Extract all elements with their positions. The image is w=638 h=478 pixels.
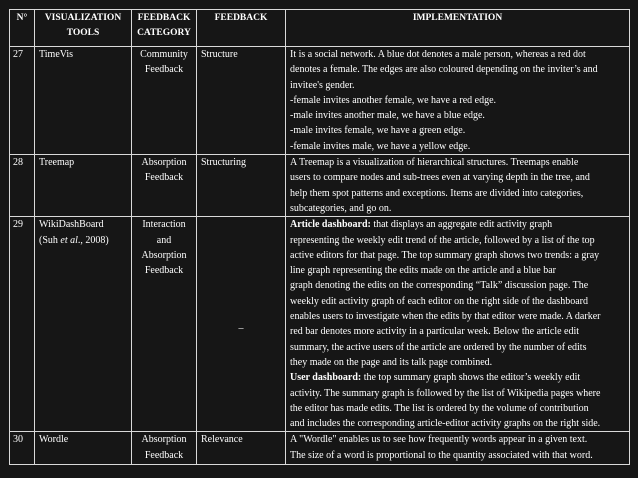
implementation-line: A "Wordle" enables us to see how frequently words appear in a given text. xyxy=(290,434,588,446)
header-category-line: CATEGORY xyxy=(137,28,191,38)
feedback-category xyxy=(132,432,197,465)
row-number: 30 xyxy=(10,432,35,465)
implementation-line: representing the weekly edit trend of the article, followed by a list of the top xyxy=(290,234,595,246)
header-feedback: FEEDBACK xyxy=(197,10,286,47)
user-dashboard-label: User dashboard: xyxy=(290,372,362,384)
implementation-line: active editors for that page. The top summary graph shows two trends: a gray xyxy=(290,249,600,261)
implementation-line: the editor has made edits. The list is ordered by the volume of contribution xyxy=(290,402,589,414)
implementation-line: weekly edit activity graph of each editor on the right side of the dashboard xyxy=(290,295,588,307)
implementation-line: users to compare nodes and sub-trees even at varying depth in the tree, and xyxy=(290,172,590,184)
visualization-tools-table xyxy=(9,9,630,465)
citation-post: ., 2008) xyxy=(77,234,109,246)
implementation-line: enables users to investigate when the edits by that editor were made. A darker xyxy=(290,311,601,323)
implementation-line xyxy=(290,370,625,385)
implementation-text xyxy=(286,217,630,432)
implementation-line: help them spot patterns and exceptions. Items are divided into categories, xyxy=(290,187,584,199)
implementation-line: denotes a female. The edges are also coloured depending on the inviter’s and xyxy=(290,64,598,76)
implementation-line: -male invites female, we have a green edge. xyxy=(290,125,466,137)
implementation-line: graph denoting the edits on the corresponding “Talk” discussion page. The xyxy=(290,280,589,292)
category-line: Absorption xyxy=(141,434,187,446)
implementation-line: line graph representing the edits made on the article and a blue bar xyxy=(290,265,557,277)
implementation-text xyxy=(286,155,630,217)
tool-name-cell xyxy=(35,217,132,432)
category-line: Absorption xyxy=(141,157,187,169)
implementation-line: invitee's gender. xyxy=(290,79,355,91)
feedback-type: Relevance xyxy=(197,432,286,465)
header-row xyxy=(10,10,630,47)
article-dashboard-text: that displays an aggregate edit activity graph xyxy=(370,219,553,231)
implementation-line xyxy=(290,217,625,232)
header-visualization-tools xyxy=(35,10,132,47)
feedback-type: _ xyxy=(197,217,286,432)
header-tools-line: VISUALIZATION xyxy=(44,13,122,23)
feedback-type: Structure xyxy=(197,47,286,155)
category-line: Feedback xyxy=(144,172,184,184)
implementation-line: -female invites male, we have a yellow edge. xyxy=(290,140,471,152)
tool-name: Treemap xyxy=(35,155,132,217)
category-line: and xyxy=(156,234,172,246)
header-feedback-category xyxy=(132,10,197,47)
implementation-line: activity. The summary graph is followed by the list of Wikipedia pages where xyxy=(290,387,601,399)
implementation-text xyxy=(286,47,630,155)
table-row xyxy=(10,217,630,432)
tool-name: WikiDashBoard xyxy=(39,219,104,231)
user-dashboard-text: the top summary graph shows the editor’s weekly edit xyxy=(361,372,581,384)
implementation-line: A Treemap is a visualization of hierarchical structures. Treemaps enable xyxy=(290,157,579,169)
row-number: 27 xyxy=(10,47,35,155)
article-dashboard-label: Article dashboard: xyxy=(290,219,371,231)
citation-pre: (Suh xyxy=(39,234,61,246)
tool-name: Wordle xyxy=(35,432,132,465)
header-number: N° xyxy=(10,10,35,47)
category-line: Feedback xyxy=(144,265,184,277)
category-line: Feedback xyxy=(144,64,184,76)
implementation-text xyxy=(286,432,630,465)
implementation-line: It is a social network. A blue dot denotes a male person, whereas a red dot xyxy=(290,49,586,60)
implementation-line: -female invites another female, we have a red edge. xyxy=(290,94,497,106)
tool-name: TimeVis xyxy=(35,47,132,155)
implementation-line: they made on the page and its talk page combined. xyxy=(290,356,493,368)
category-line: Feedback xyxy=(144,449,184,461)
implementation-line: red bar denotes more activity in a particular week. Below the article edit xyxy=(290,326,580,338)
header-implementation: IMPLEMENTATION xyxy=(286,10,630,47)
feedback-category xyxy=(132,217,197,432)
header-category-line: FEEDBACK xyxy=(137,13,191,23)
citation-et-al: et al xyxy=(60,234,78,246)
header-tools-line: TOOLS xyxy=(66,28,100,38)
implementation-line: summary, the active users of the article are ordered by the number of edits xyxy=(290,341,587,353)
category-line: Interaction xyxy=(142,219,186,231)
implementation-line: subcategories, and go on. xyxy=(290,202,392,214)
tool-citation xyxy=(39,233,127,248)
implementation-line: The size of a word is proportional to the quantity associated with that word. xyxy=(290,449,593,461)
feedback-category xyxy=(132,47,197,155)
table-row xyxy=(10,47,630,155)
feedback-category xyxy=(132,155,197,217)
table-row xyxy=(10,155,630,217)
feedback-type: Structuring xyxy=(197,155,286,217)
row-number: 29 xyxy=(10,217,35,432)
row-number: 28 xyxy=(10,155,35,217)
implementation-line: and includes the corresponding article-editor activity graphs on the right side. xyxy=(290,418,601,430)
implementation-line: -male invites another male, we have a blue edge. xyxy=(290,110,485,122)
category-line: Community xyxy=(140,49,188,60)
category-line: Absorption xyxy=(141,249,187,261)
table-row xyxy=(10,432,630,465)
